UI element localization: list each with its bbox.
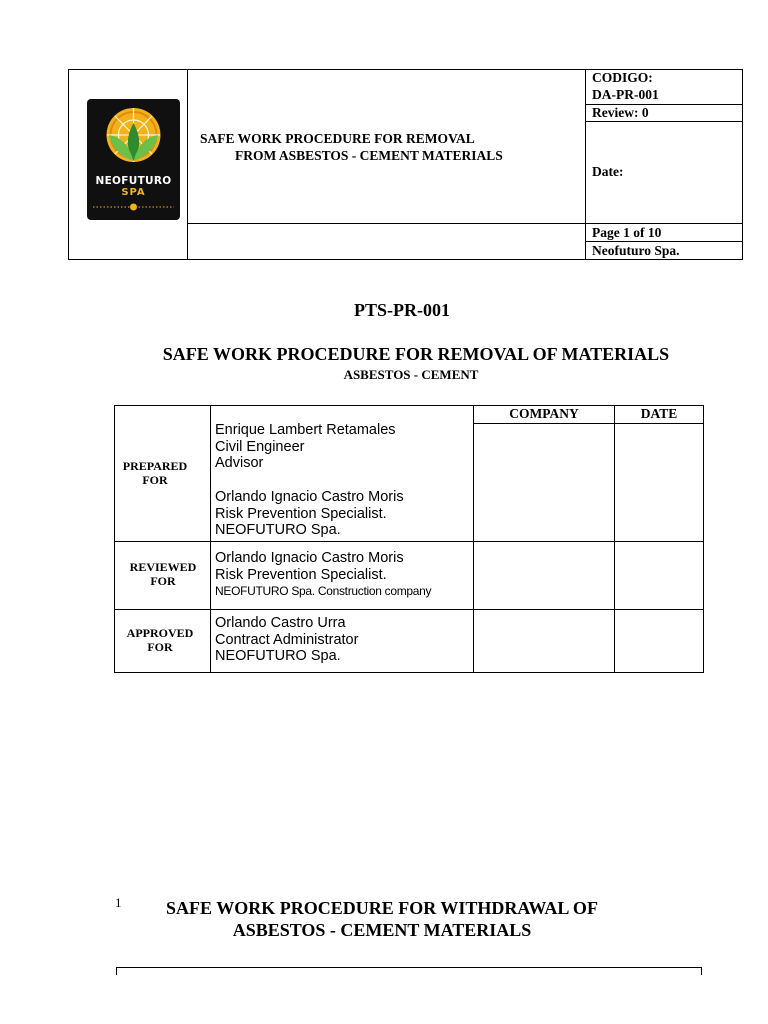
codigo-label: CODIGO: [592,70,653,85]
document-title: SAFE WORK PROCEDURE FOR REMOVAL OF MATERIALS [162,344,670,364]
logo-wordmark: NEOFUTURO [95,175,172,187]
role-reviewed: REVIEWED FOR [129,560,197,588]
header-title-line1: SAFE WORK PROCEDURE FOR REMOVAL [200,131,475,146]
approved-by-names: Orlando Castro Urra Contract Administrator NEOFUTURO Spa. [215,615,359,664]
header-title [200,130,503,164]
company-name: Neofuturo Spa. [592,243,680,258]
prepared-by-names: Enrique Lambert Retamales Civil Engineer Advisor Orlando Ignacio Castro Moris Risk Prevention Specialist. NEOFUTURO Spa. [215,422,404,538]
column-header-date: DATE [640,406,678,421]
date-label: Date: [592,164,624,179]
column-header-company: COMPANY [509,406,579,421]
page-number: Page 1 of 10 [592,225,662,240]
logo-spa: SPA [121,187,146,198]
next-table-top-border [116,967,702,968]
section-number: 1 [115,895,122,910]
header-title-line2: FROM ASBESTOS - CEMENT MATERIALS [235,148,503,163]
document-subtitle: ASBESTOS - CEMENT [343,367,479,382]
role-approved: APPROVED FOR [126,626,194,654]
role-prepared: PREPARED FOR [122,459,188,487]
company-logo [87,99,180,220]
codigo-value: DA-PR-001 [592,87,659,102]
reviewed-by-names: Orlando Ignacio Castro Moris Risk Prevention Specialist. NEOFUTURO Spa. Construction company [215,550,432,598]
document-code: PTS-PR-001 [354,300,450,320]
review-number: Review: 0 [592,105,649,120]
section-title: SAFE WORK PROCEDURE FOR WITHDRAWAL OF ASBESTOS - CEMENT MATERIALS [166,898,598,940]
logo-emblem-icon [87,99,180,220]
